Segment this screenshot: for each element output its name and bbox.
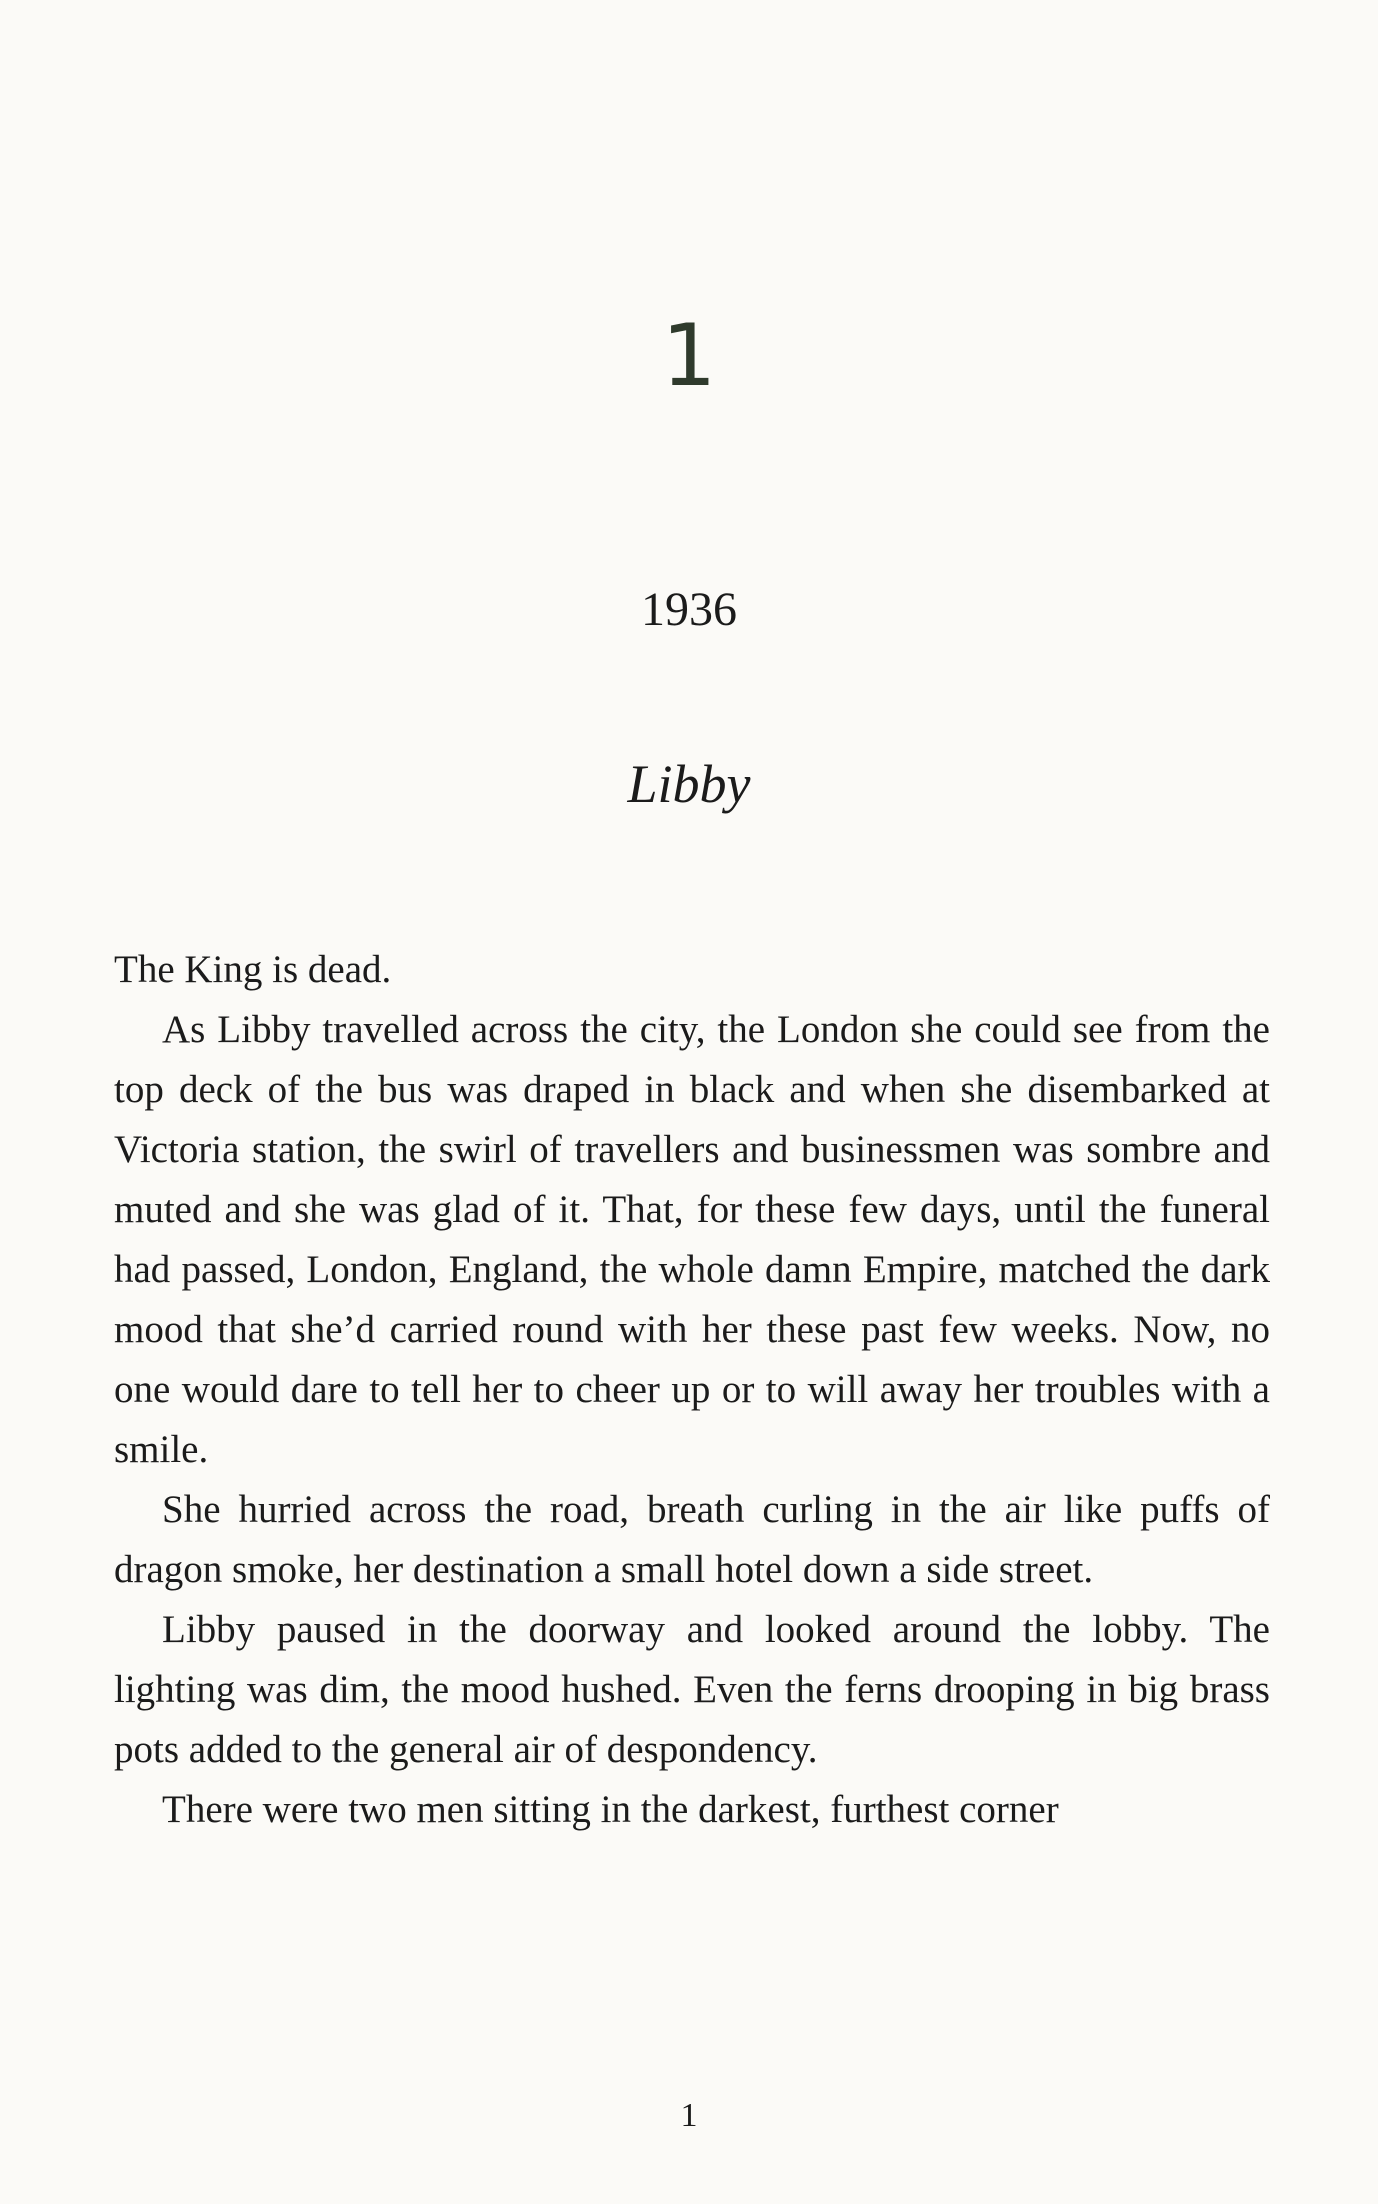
page-number: 1 [680,2097,698,2134]
body-text [114,940,1270,1840]
chapter-number: 1 [661,306,717,406]
paragraph-2: As Libby travelled across the city, the London she could see from the top deck of the bus was draped in black and when she disembarked at Victoria station, the swirl of travellers and businessmen was sombre and muted and she was glad of it. That, for these few days, until the funeral had passed, London, England, the whole damn Empire, matched the dark mood that she’d carried round with her these past few weeks. Now, no one would dare to tell her to cheer up or to will away her troubles with a smile. [114,1008,1270,1471]
paragraph-5: There were two men sitting in the darkest, furthest corner [162,1788,1059,1831]
chapter-character-name: Libby [627,754,751,814]
chapter-year: 1936 [641,583,737,636]
paragraph-3: She hurried across the road, breath curling in the air like puffs of dragon smoke, her destination a small hotel down a side street. [114,1488,1270,1591]
paragraph-4: Libby paused in the doorway and looked around the lobby. The lighting was dim, the mood hushed. Even the ferns drooping in big brass pots added to the general air of despondency. [114,1608,1270,1771]
paragraph-1: The King is dead. [114,948,392,991]
